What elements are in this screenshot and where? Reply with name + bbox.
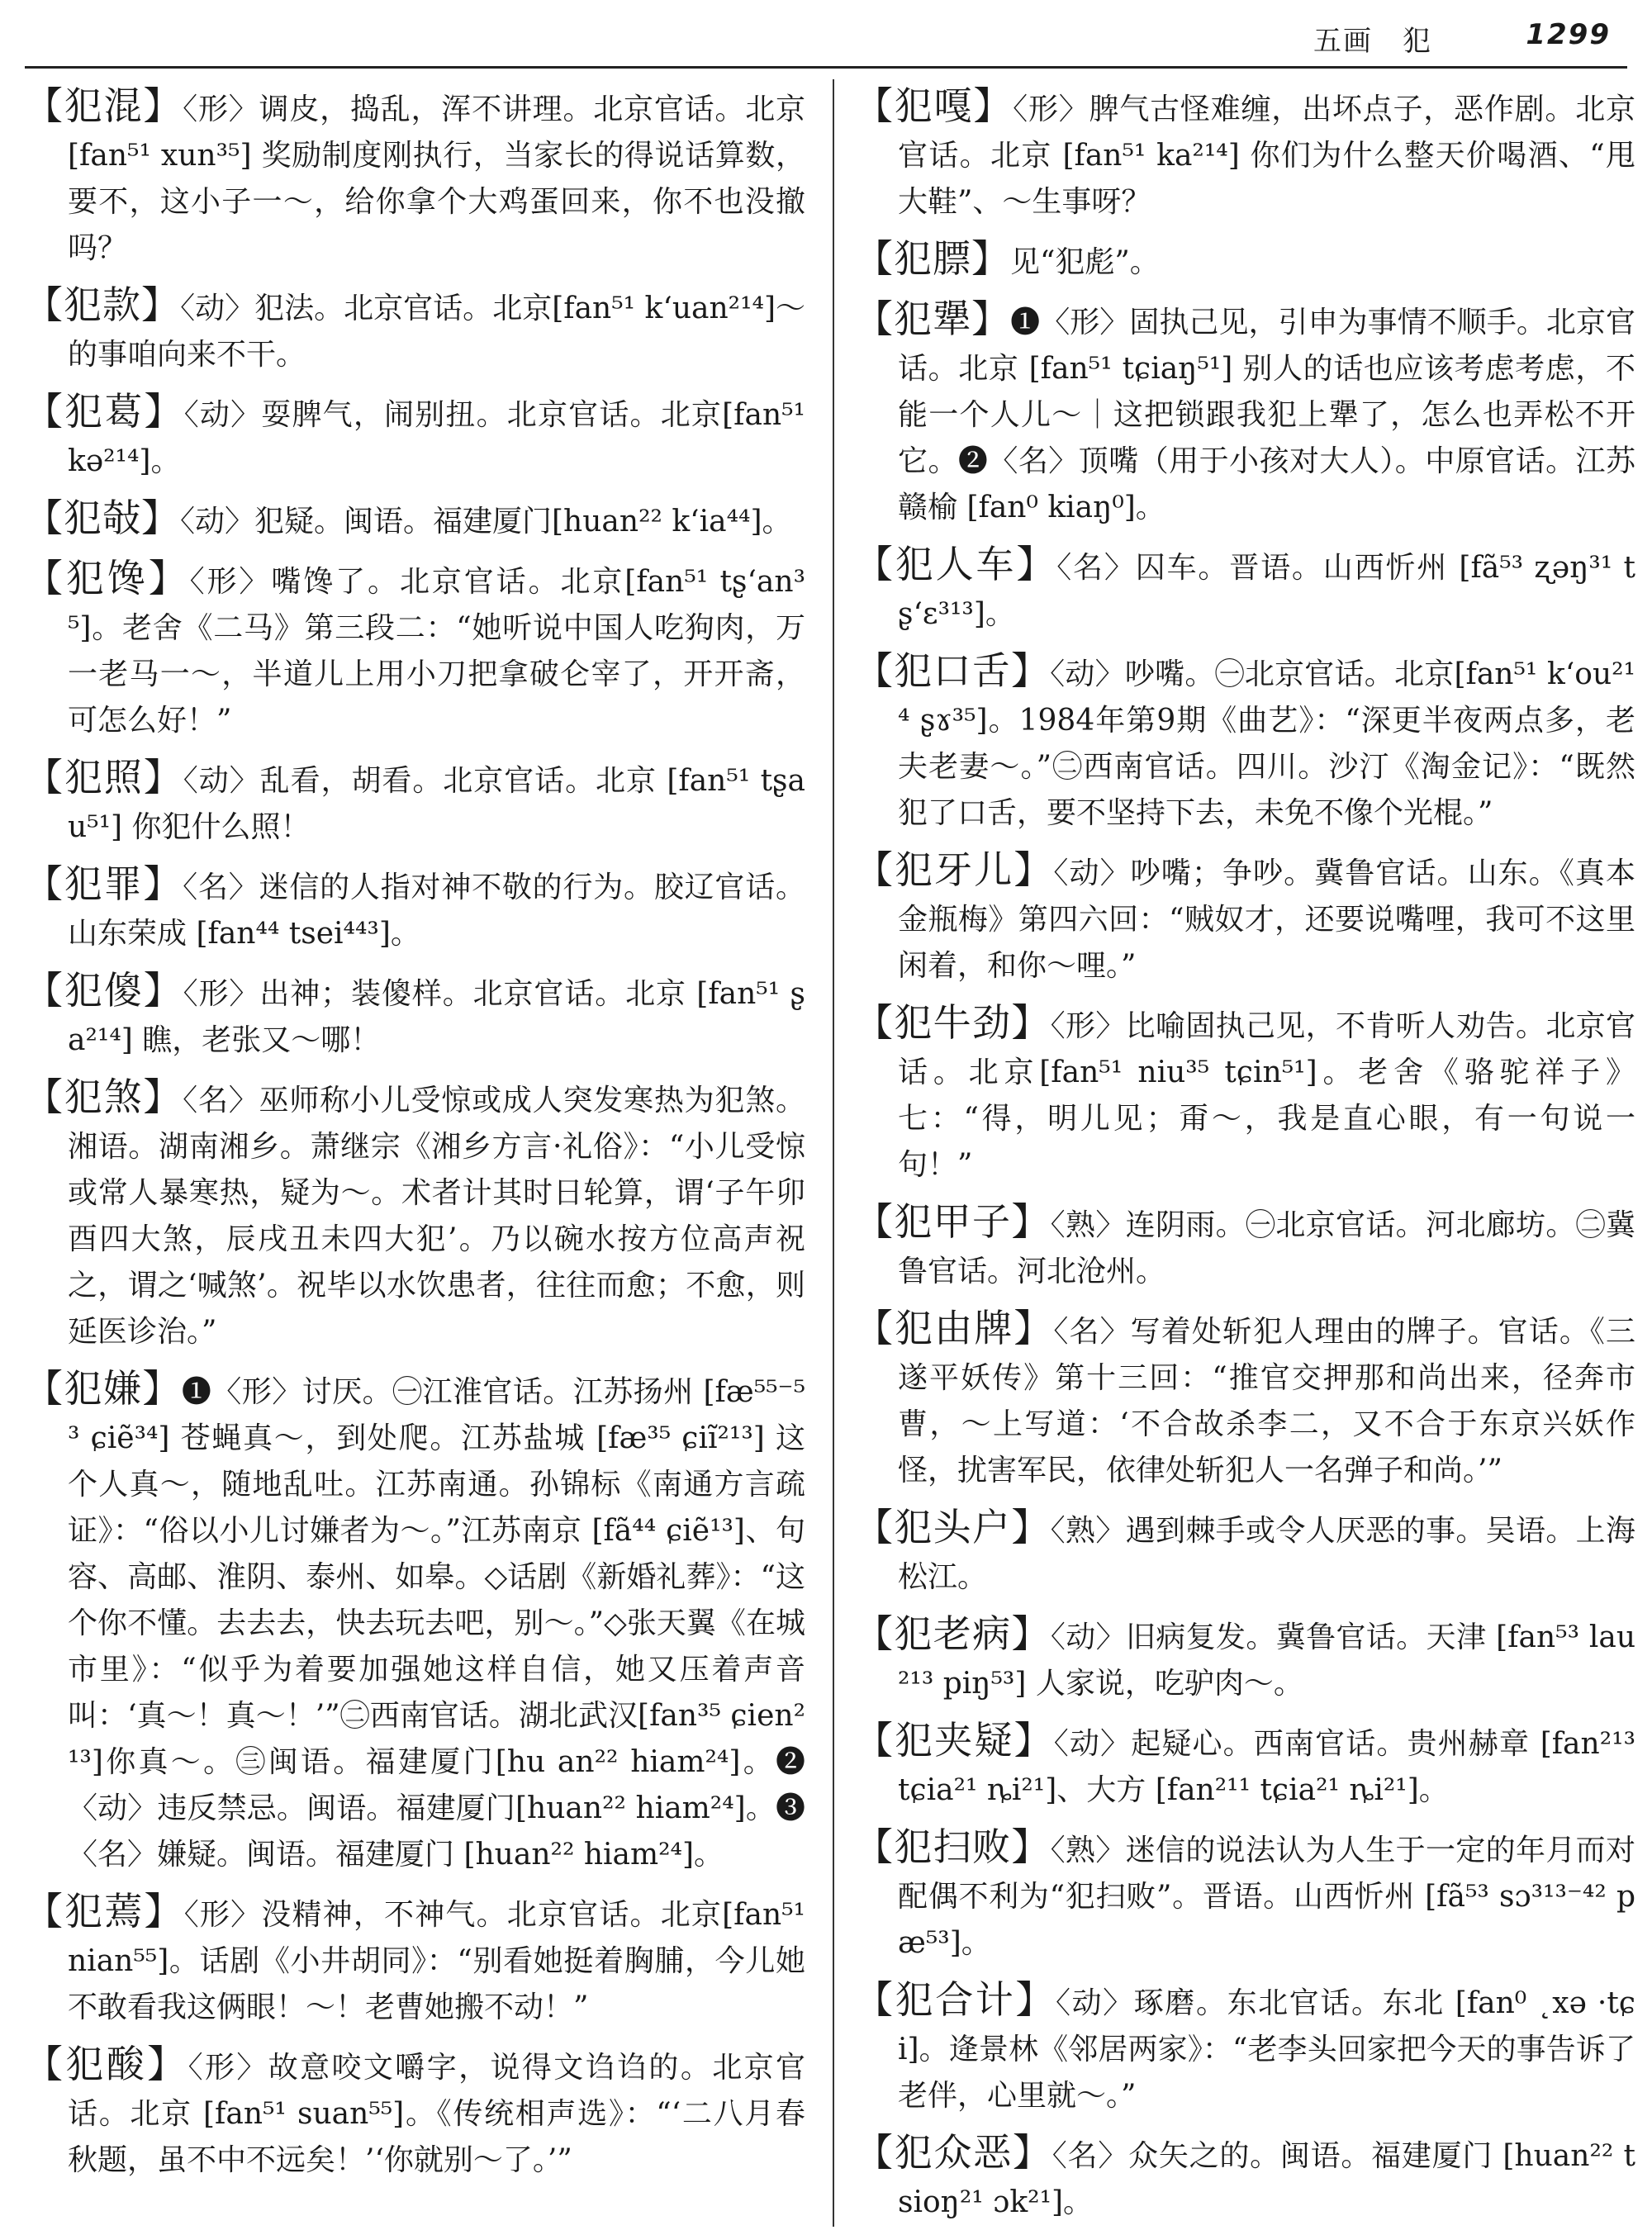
- dictionary-entry: [25, 282, 805, 378]
- entry-headword: 【犯嫌】: [25, 1366, 182, 1411]
- dictionary-entry: [855, 235, 1635, 286]
- entry-headword: 【犯混】: [25, 83, 183, 128]
- entry-definition: 〈熟〉遇到棘手或令人厌恶的事。吴语。上海松江。: [898, 1514, 1635, 1594]
- entry-definition: 〈形〉调皮，捣乱，浑不讲理。北京官话。北京 [fan⁵¹ xun³⁵] 奖励制度刚执行，当家长的得说话算数，要不，这小子一～，给你拿个大鸡蛋回来，你不也没撤吗？: [68, 93, 805, 265]
- entry-headword: 【犯人车】: [855, 542, 1057, 586]
- entry-headword: 【犯老病】: [855, 1611, 1051, 1656]
- entry-headword: 【犯犟】: [855, 297, 1011, 341]
- dictionary-entry: [25, 967, 805, 1064]
- entry-definition: 〈动〉琢磨。东北官话。东北 [fan⁰ ˛xə ·tɕi]。逄景林《邻居两家》：“老李头回家把今天的事告诉了老伴，心里就～。”: [898, 1986, 1635, 2113]
- dictionary-entry: [25, 861, 805, 957]
- entry-definition: ❶〈形〉固执己见，引申为事情不顺手。北京官话。北京 [fan⁵¹ tɕiaŋ⁵¹] 别人的话也应该考虑考虑，不能一个人儿～｜这把锁跟我犯上犟了，怎么也弄松不开它。❷〈名〉顶嘴（用于小孩对大人）。中原官话。江苏赣榆 [fan⁰ kiaŋ⁰]。: [898, 306, 1635, 524]
- entry-headword: 【犯酸】: [25, 2042, 188, 2086]
- entry-headword: 【犯敧】: [25, 496, 180, 540]
- entry-definition: 〈名〉写着处斩犯人理由的牌子。官话。《三遂平妖传》第十三回：“推官交押那和尚出来，径奔市曹，～上写道：‘不合故杀李二，又不合于东京兴妖作怪，扰害军民，依律处斩犯人一名弹子和尚。’”: [898, 1315, 1635, 1487]
- entry-headword: 【犯牛劲】: [855, 1000, 1051, 1045]
- dictionary-entry: [855, 83, 1635, 225]
- dictionary-entry: [855, 1504, 1635, 1601]
- entry-definition: 〈动〉犯法。北京官话。北京[fan⁵¹ k‘uan²¹⁴]～的事咱向来不干。: [68, 292, 805, 372]
- entry-definition: 〈形〉嘴馋了。北京官话。北京[fan⁵¹ tʂ‘an³⁵]。老舍《二马》第三段二：“她听说中国人吃狗肉，万一老马一～，半道儿上用小刀把拿破仑宰了，开开斋，可怎么好！”: [68, 565, 805, 738]
- dictionary-entry: [25, 1365, 805, 1878]
- dictionary-entry: [25, 83, 805, 272]
- entry-headword: 【犯甲子】: [855, 1199, 1051, 1244]
- dictionary-entry: [25, 495, 805, 545]
- left-column: [25, 83, 805, 2222]
- entry-definition: 〈动〉乱看，胡看。北京官话。北京 [fan⁵¹ tʂau⁵¹] 你犯什么照！: [68, 764, 805, 844]
- dictionary-entry: [25, 1074, 805, 1355]
- dictionary-entry: [25, 754, 805, 851]
- entry-definition: 〈形〉比喻固执己见，不肯听人劝告。北京官话。北京[fan⁵¹ niu³⁵ tɕin⁵¹]。老舍《骆驼祥子》七：“得，明儿见；甭～，我是直心眼，有一句说一句！”: [898, 1009, 1635, 1182]
- entry-definition: 〈动〉犯疑。闽语。福建厦门[huan²² k‘ia⁴⁴]。: [180, 505, 792, 539]
- dictionary-entry: [855, 1717, 1635, 1814]
- entry-headword: 【犯众恶】: [855, 2130, 1052, 2175]
- entry-headword: 【犯馋】: [25, 556, 190, 600]
- page-header: [1313, 18, 1627, 68]
- dictionary-entry: [855, 1976, 1635, 2119]
- dictionary-entry: [855, 648, 1635, 837]
- dictionary-entry: [855, 999, 1635, 1189]
- entry-headword: 【犯由牌】: [855, 1306, 1054, 1350]
- entry-definition: 〈动〉旧病复发。冀鲁官话。天津 [fan⁵³ lau²¹³ piŋ⁵³] 人家说，吃驴肉～。: [898, 1620, 1635, 1701]
- entry-headword: 【犯扫败】: [855, 1824, 1051, 1869]
- entry-headword: 【犯款】: [25, 282, 181, 327]
- entry-definition: 〈动〉吵嘴；争吵。冀鲁官话。山东。《真本金瓶梅》第四六回：“贼奴才，还要说嘴哩，我可不这里闲着，和你～哩。”: [898, 856, 1635, 983]
- section-title: 五画 犯: [1313, 25, 1432, 58]
- dictionary-entry: [855, 1198, 1635, 1295]
- dictionary-entry: [855, 847, 1635, 989]
- dictionary-entry: [25, 1888, 805, 2031]
- entry-definition: 〈名〉巫师称小儿受惊或成人突发寒热为犯煞。湘语。湖南湘乡。萧继宗《湘乡方言·礼俗》：“小儿受惊或常人暴寒热，疑为～。术者计其时日轮算，谓‘子午卯酉四大煞，辰戌丑未四大犯’。乃以碗水按方位高声祝之，谓之‘喊煞’。祝毕以水饮患者，往往而愈；不愈，则延医诊治。”: [68, 1084, 805, 1349]
- entry-headword: 【犯煞】: [25, 1075, 183, 1119]
- entry-definition: 〈熟〉迷信的说法认为人生于一定的年月而对配偶不利为“犯扫败”。晋语。山西忻州 [fã⁵³ sɔ³¹³⁻⁴² pæ⁵³]。: [898, 1834, 1635, 1960]
- column-divider: [833, 79, 834, 2227]
- dictionary-entry: [855, 2129, 1635, 2222]
- entry-headword: 【犯牙儿】: [855, 847, 1054, 892]
- dictionary-entry: [25, 555, 805, 744]
- dictionary-entry: [855, 541, 1635, 638]
- entry-headword: 【犯罪】: [25, 861, 183, 906]
- entry-definition: 见“犯彪”。: [1010, 245, 1160, 279]
- entry-definition: 〈动〉耍脾气，闹别扭。北京官话。北京[fan⁵¹ kə²¹⁴]。: [68, 398, 805, 478]
- entry-definition: ❶〈形〉讨厌。㊀江淮官话。江苏扬州 [fæ⁵⁵⁻⁵³ ɕiẽ³⁴] 苍蝇真～，到处爬。江苏盐城 [fæ³⁵ ɕiĩ²¹³] 这个人真～，随地乱吐。江苏南通。孙锦标《南通方言疏证》：“俗以小儿讨嫌者为～。”江苏南京 [fã⁴⁴ ɕiẽ¹³]、句容、高邮、淮阴、泰州、如皋。◇话剧《新婚礼葬》：“这个你不懂。去去去，快去玩去吧，别～。”◇张天翼《在城市里》：“似乎为着要加强她这样自信，她又压着声音叫：‘真～！真～！’”㊁西南官话。湖北武汉[fan³⁵ ɕien²¹³]你真～。㊂闽语。福建厦门[hu an²² hiam²⁴]。❷〈动〉违反禁忌。闽语。福建厦门[huan²² hiam²⁴]。❸〈名〉嫌疑。闽语。福建厦门 [huan²² hiam²⁴]。: [68, 1375, 805, 1872]
- entry-definition: 〈动〉吵嘴。㊀北京官话。北京[fan⁵¹ k‘ou²¹⁴ ʂɤ³⁵]。1984年第9期《曲艺》：“深更半夜两点多，老夫老妻～。”㊁西南官话。四川。沙汀《淘金记》：“既然犯了口舌，要不坚持下去，未免不像个光棍。”: [898, 657, 1635, 830]
- header-rule: [25, 66, 1627, 69]
- entry-definition: 〈形〉没精神，不神气。北京官话。北京[fan⁵¹ nian⁵⁵]。话剧《小井胡同》：“别看她挺着胸脯，今儿她不敢看我这俩眼！～！老曹她搬不动！”: [68, 1898, 805, 2024]
- entry-headword: 【犯口舌】: [855, 648, 1051, 693]
- entry-headword: 【犯嘎】: [855, 83, 1014, 128]
- dictionary-entry: [25, 388, 805, 485]
- entry-headword: 【犯夹疑】: [855, 1718, 1054, 1763]
- entry-headword: 【犯头户】: [855, 1505, 1051, 1549]
- dictionary-entry: [855, 1824, 1635, 1967]
- entry-headword: 【犯照】: [25, 755, 183, 799]
- entry-definition: 〈动〉起疑心。西南官话。贵州赫章 [fan²¹³ tɕia²¹ ȵi²¹]、大方 [fan²¹¹ tɕia²¹ ȵi²¹]。: [898, 1727, 1635, 1807]
- entry-headword: 【犯合计】: [855, 1977, 1056, 2022]
- dictionary-entry: [855, 1305, 1635, 1494]
- entry-headword: 【犯傻】: [25, 968, 183, 1013]
- dictionary-entry: [855, 296, 1635, 531]
- entry-definition: 〈名〉众矢之的。闽语。福建厦门 [huan²² tsioŋ²¹ ɔk²¹]。: [898, 2139, 1635, 2219]
- entry-definition: 〈形〉脾气古怪难缠，出坏点子，恶作剧。北京官话。北京 [fan⁵¹ ka²¹⁴] 你们为什么整天价喝酒、“甩大鞋”、～生事呀？: [898, 93, 1635, 219]
- entry-definition: 〈名〉迷信的人指对神不敬的行为。胶辽官话。山东荣成 [fan⁴⁴ tsei⁴⁴³]。: [68, 871, 805, 951]
- dictionary-entry: [25, 2041, 805, 2184]
- entry-headword: 【犯葛】: [25, 389, 184, 434]
- right-column: [855, 83, 1635, 2222]
- page-number: 1299: [1526, 18, 1611, 51]
- entry-definition: 〈形〉故意咬文嚼字，说得文诌诌的。北京官话。北京 [fan⁵¹ suan⁵⁵]。《传统相声选》：“‘二八月春秋题，虽不中不远矣！’‘你就别～了。’”: [68, 2051, 805, 2177]
- entry-definition: 〈熟〉连阴雨。㊀北京官话。河北廊坊。㊁冀鲁官话。河北沧州。: [898, 1208, 1635, 1288]
- entry-definition: 〈名〉囚车。晋语。山西忻州 [fã⁵³ ʐəŋ³¹ tʂ‘ɛ³¹³]。: [898, 551, 1635, 631]
- entry-headword: 【犯蔫】: [25, 1889, 184, 1933]
- dictionary-entry: [855, 1611, 1635, 1707]
- entry-definition: 〈形〉出神；装傻样。北京官话。北京 [fan⁵¹ ʂa²¹⁴] 瞧，老张又～哪！: [68, 977, 805, 1057]
- entry-headword: 【犯膘】: [855, 236, 1010, 281]
